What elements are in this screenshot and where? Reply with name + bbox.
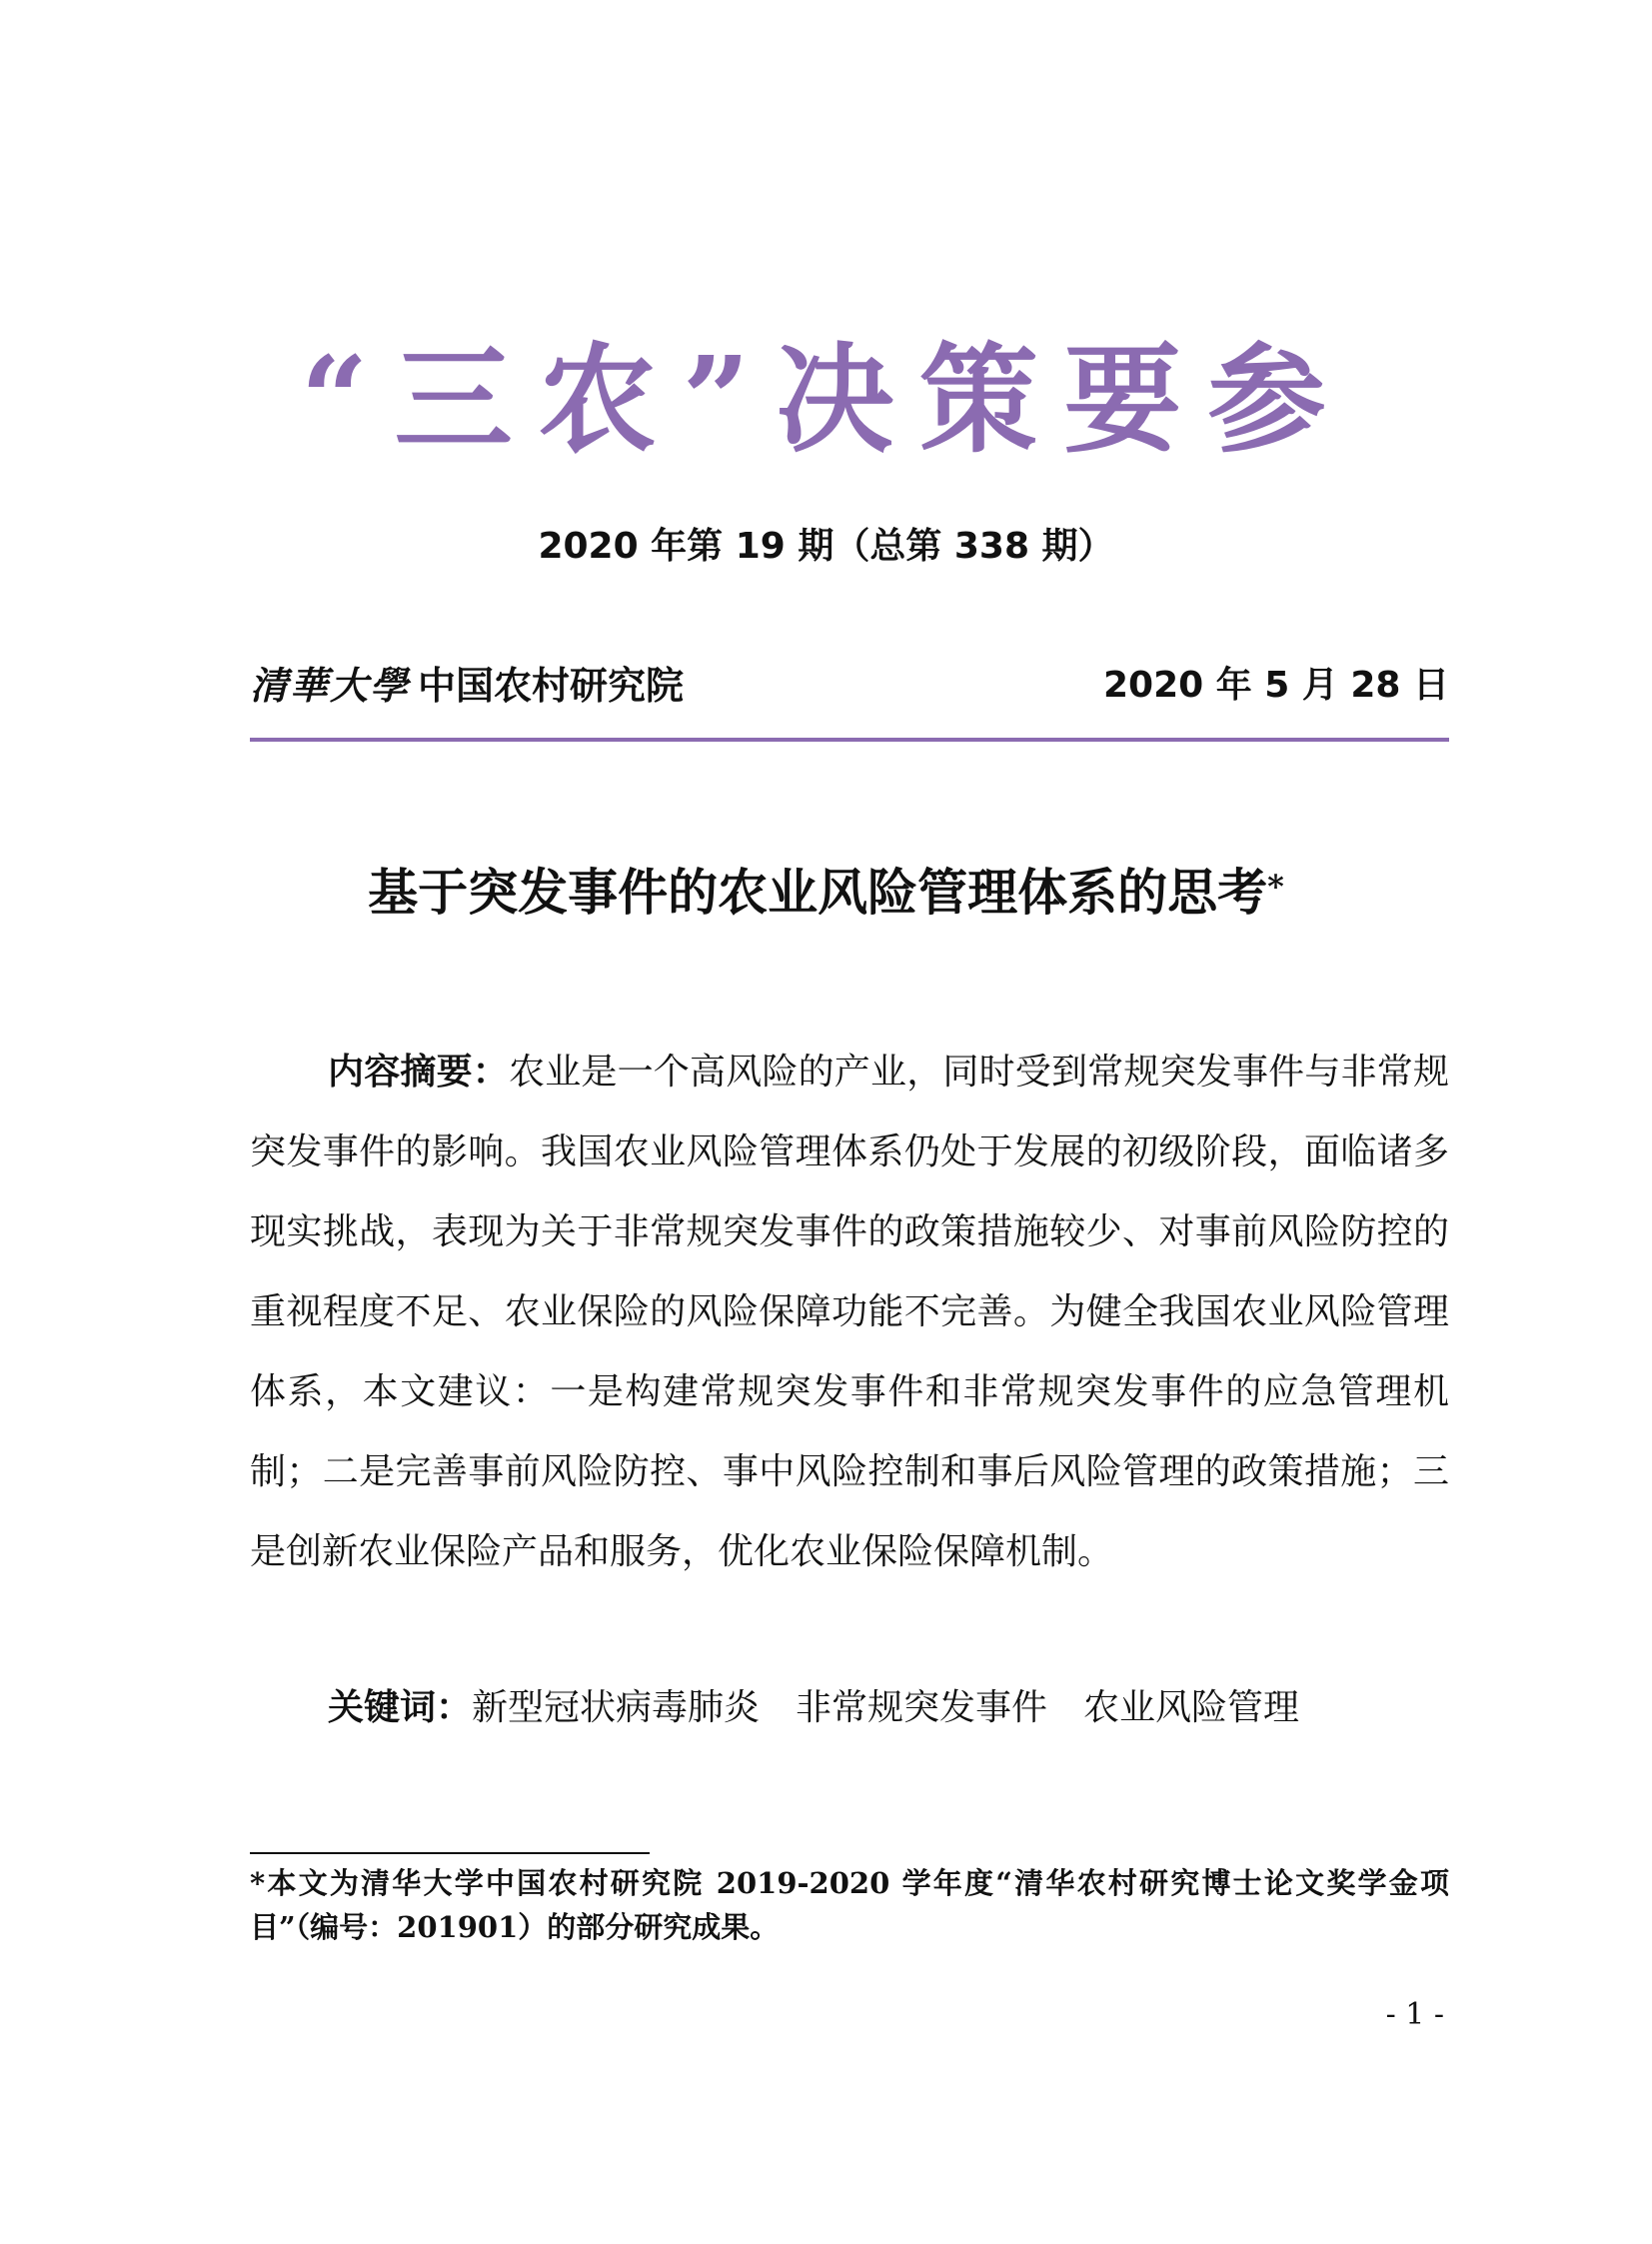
- header-divider: [250, 738, 1449, 742]
- footnote-divider: [250, 1852, 650, 1854]
- abstract-label: 内容摘要：: [328, 1052, 509, 1093]
- article-title: [0, 860, 1652, 926]
- keyword: 新型冠状病毒肺炎: [472, 1687, 761, 1728]
- issue-number: 2020 年第 19 期（总第 338 期）: [538, 526, 1114, 567]
- abstract-paragraph: [250, 1033, 1449, 1592]
- footnote: *本文为清华大学中国农村研究院 2019-2020 学年度“清华农村研究博士论文奖学金项目”（编号：201901）的部分研究成果。: [250, 1866, 1449, 1944]
- keywords-label: 关键词：: [328, 1687, 473, 1728]
- university-logo: 清華大學: [250, 663, 411, 708]
- header-row: [250, 658, 1449, 714]
- abstract-text: 农业是一个高风险的产业，同时受到常规突发事件与非常规突发事件的影响。我国农业风险管理体系仍处于发展的初级阶段，面临诸多现实挑战，表现为关于非常规突发事件的政策措施较少、对事前风险防控的重视程度不足、农业保险的风险保障功能不完善。为健全我国农业风险管理体系，本文建议：一是构建常规突发事件和非常规突发事件的应急管理机制；二是完善事前风险防控、事中风险控制和事后风险管理的政策措施；三是创新农业保险产品和服务，优化农业保险保障机制。: [250, 1052, 1449, 1572]
- publish-date: 2020 年 5 月 28 日: [1102, 665, 1449, 706]
- masthead-title: “三农”决策要参: [300, 330, 1352, 469]
- institute-name: 中国农村研究院: [418, 663, 685, 708]
- keyword: 农业风险管理: [1083, 1687, 1300, 1728]
- page-number: - 1 -: [1385, 1997, 1444, 2032]
- article-title-text: 基于突发事件的农业风险管理体系的思考: [368, 863, 1268, 922]
- title-footnote-mark: *: [1267, 868, 1284, 906]
- keywords-line: [328, 1668, 1299, 1748]
- keyword: 非常规突发事件: [796, 1687, 1048, 1728]
